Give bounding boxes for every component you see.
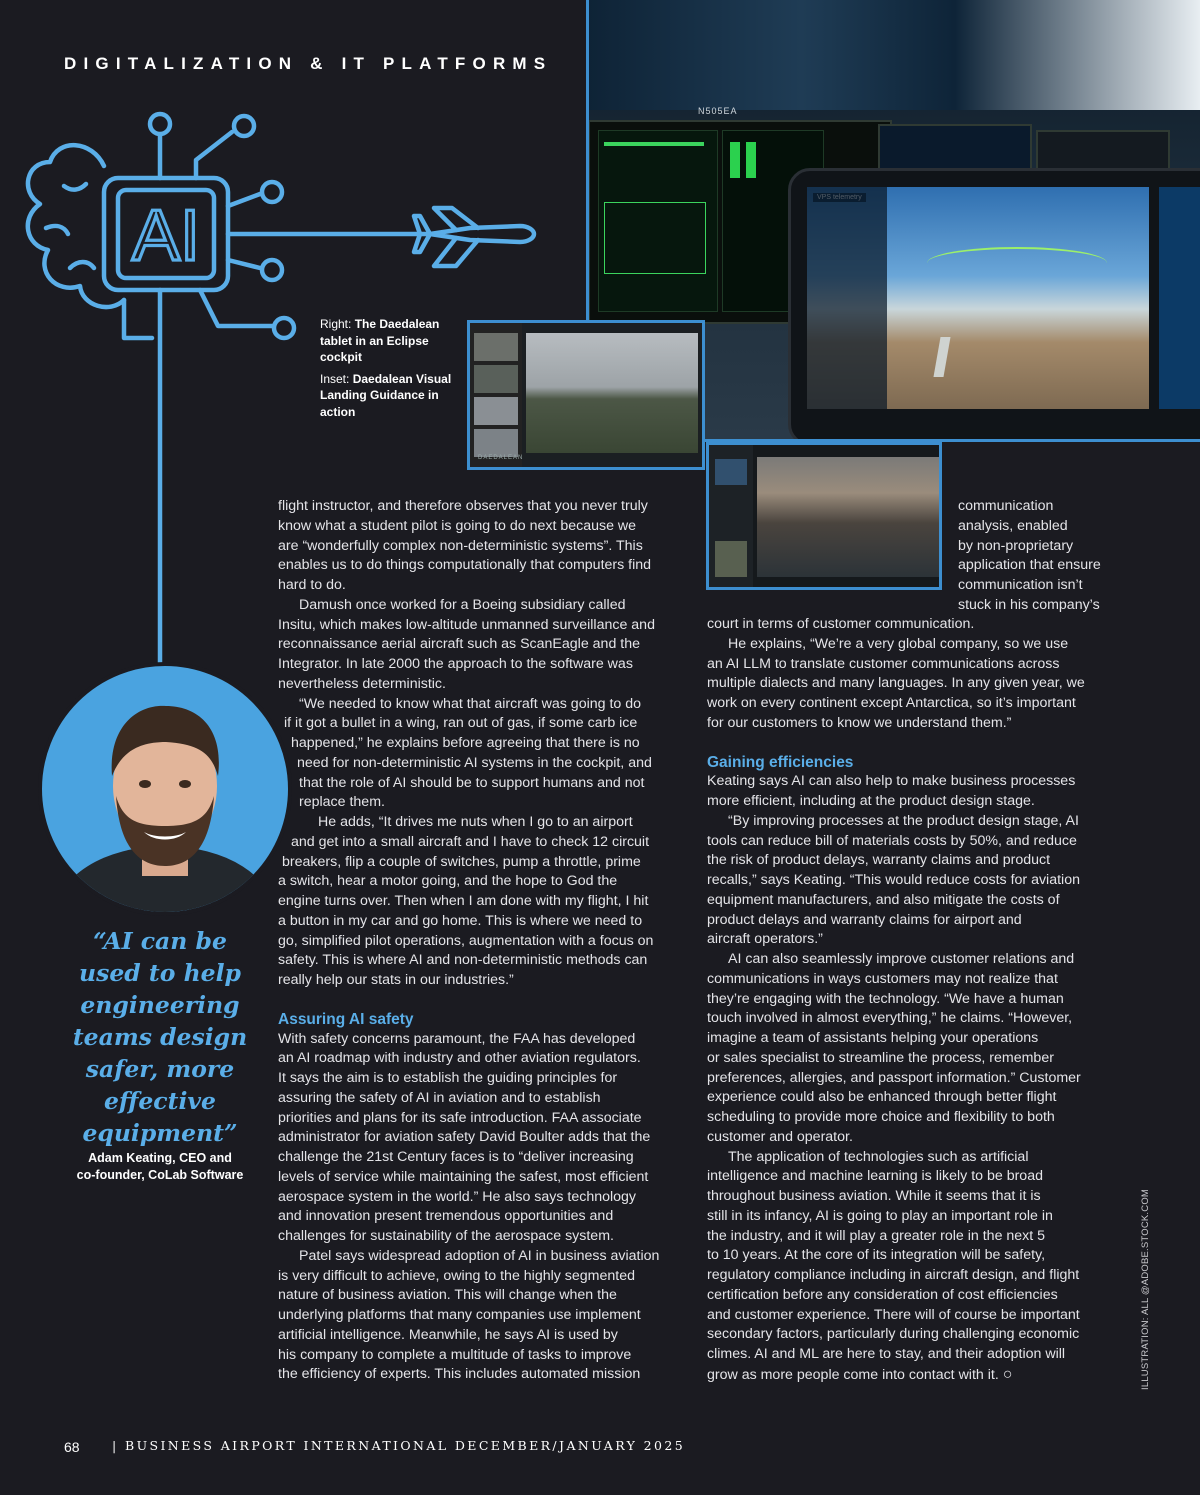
text-line: reconnaissance aerial aircraft such as ScanEagle and the bbox=[278, 636, 640, 653]
text-line: communication isn’t bbox=[958, 577, 1083, 593]
text-line: are “wonderfully complex non-deterministic systems”. This bbox=[278, 537, 643, 554]
text-line: He adds, “It drives me nuts when I go to an airport bbox=[318, 814, 633, 830]
body-column-2-top bbox=[958, 497, 1128, 616]
text-line: and innovation present tremendous opportunities and bbox=[278, 1208, 614, 1225]
daedalean-tablet bbox=[788, 168, 1200, 440]
quote-attribution: Adam Keating, CEO and co-founder, CoLab Software bbox=[76, 1151, 244, 1182]
windshield-glare bbox=[588, 0, 1200, 110]
text-line: a switch, hear a motor going, and the hope to God the bbox=[278, 873, 618, 890]
inset-landing-guidance-1 bbox=[467, 320, 705, 470]
text-line: communications in ways customers may not realize that bbox=[707, 970, 1058, 987]
text-line: his company to complete a multitude of tasks to improve bbox=[278, 1346, 632, 1363]
text-line: administrator for aviation safety David Boulter adds that the bbox=[278, 1129, 651, 1146]
text-line: engine turns over. Then when I am done with my flight, I hit bbox=[278, 893, 649, 909]
text-line: hard to do. bbox=[278, 577, 346, 593]
text-line: flight instructor, and therefore observes that you never truly bbox=[278, 498, 648, 514]
body-column-2 bbox=[707, 615, 1117, 1386]
text-line: or sales specialist to streamline the process, remember bbox=[707, 1049, 1054, 1066]
image-credit: ILLUSTRATION: ALL @ADOBE.STOCK.COM bbox=[1140, 1188, 1151, 1390]
text-line: “By improving processes at the product design stage, AI bbox=[728, 812, 1079, 829]
text-line: happened,” he explains before agreeing that there is no bbox=[291, 735, 640, 751]
text-line: It says the aim is to establish the guiding principles for bbox=[278, 1070, 618, 1086]
text-line: AI can also seamlessly improve customer relations and bbox=[728, 951, 1075, 967]
text-line: an AI roadmap with industry and other aviation regulators. bbox=[278, 1050, 641, 1067]
text-line: touch involved in almost everything,” he claims. “However, bbox=[707, 1010, 1073, 1027]
text-line: breakers, flip a couple of switches, pump a throttle, prime bbox=[282, 853, 641, 870]
text-line: and customer experience. There will of course be important bbox=[707, 1306, 1080, 1323]
text-line: imagine a team of assistants helping your operations bbox=[707, 1030, 1039, 1046]
text-line: secondary factors, particularly during challenging economic bbox=[707, 1326, 1080, 1343]
text-line: He explains, “We’re a very global company, so we use bbox=[728, 635, 1069, 652]
portrait-adam-keating bbox=[38, 662, 292, 916]
inset-landing-guidance-2 bbox=[706, 442, 942, 590]
text-line: throughout business aviation. While it seems that it is bbox=[707, 1188, 1041, 1204]
text-line: aircraft operators.” bbox=[707, 931, 823, 948]
text-line-last: grow as more people come into contact with it. ○ bbox=[707, 1365, 1013, 1383]
text-line: “We needed to know what that aircraft was going to do bbox=[299, 695, 642, 712]
text-line: climes. AI and ML are here to stay, and their adoption will bbox=[707, 1346, 1066, 1362]
section-header: DIGITALIZATION & IT PLATFORMS bbox=[64, 54, 553, 73]
text-line: priorities and plans for its safe introduction. FAA associate bbox=[278, 1109, 642, 1126]
text-line: know what a student pilot is going to do next because we bbox=[278, 517, 637, 534]
photo-caption: Right: The Daedalean tablet in an Eclipse cockpit Inset: Daedalean Visual Landing Guidance in action bbox=[320, 317, 452, 419]
text-line: go, simplified pilot operations, augmentation with a focus on bbox=[278, 932, 654, 949]
text-line: enables us to do things computationally that computers find bbox=[278, 557, 652, 574]
text-line: challenge the 21st Century faces is to “deliver increasing bbox=[278, 1149, 634, 1165]
text-line: application that ensure bbox=[958, 557, 1101, 574]
text-line: equipment manufacturers, and also mitigate the costs of bbox=[707, 891, 1060, 908]
text-line: a button in my car and go home. This is where we need to bbox=[278, 912, 643, 929]
tablet-display bbox=[807, 187, 1149, 409]
text-line: Keating says AI can also help to make business processes bbox=[707, 773, 1076, 790]
text-line: With safety concerns paramount, the FAA has developed bbox=[278, 1030, 636, 1047]
text-line: artificial intelligence. Meanwhile, he says AI is used by bbox=[278, 1326, 618, 1343]
text-line: nature of business aviation. This will change when the bbox=[278, 1287, 617, 1304]
text-line: need for non-deterministic AI systems in the cockpit, and bbox=[297, 754, 652, 771]
tail-number-label: N505EA bbox=[698, 106, 738, 116]
text-line: Patel says widespread adoption of AI in business aviation bbox=[299, 1247, 660, 1264]
text-line: by non-proprietary bbox=[958, 537, 1074, 554]
text-line: communication bbox=[958, 498, 1054, 514]
text-line: for our customers to know we understand them.” bbox=[707, 714, 1012, 731]
text-line: The application of technologies such as artificial bbox=[728, 1148, 1029, 1165]
text-line: aerospace system in the world.” He also says technology bbox=[278, 1188, 637, 1205]
text-line: the risk of product delays, warranty claims and product bbox=[707, 852, 1051, 869]
publication-footer: | BUSINESS AIRPORT INTERNATIONAL DECEMBER/JANUARY 2025 bbox=[112, 1438, 686, 1453]
text-line: that the role of AI should be to support humans and not bbox=[299, 774, 645, 791]
text-line: Insitu, which makes low-altitude unmanned surveillance and bbox=[278, 616, 655, 633]
text-line: underlying platforms that many companies use implement bbox=[278, 1307, 641, 1323]
text-line: customer and operator. bbox=[707, 1128, 853, 1145]
text-line: regulatory compliance including in aircraft design, and flight bbox=[707, 1267, 1080, 1283]
subhead-gaining-efficiencies: Gaining efficiencies bbox=[707, 753, 854, 771]
text-line: is very difficult to achieve, owing to the highly segmented bbox=[278, 1267, 635, 1284]
text-line: and get into a small aircraft and I have to check 12 circuit bbox=[291, 833, 650, 850]
body-column-1 bbox=[278, 497, 688, 1385]
text-line: the efficiency of experts. This includes automated mission bbox=[278, 1366, 641, 1383]
text-line: Damush once worked for a Boeing subsidiary called bbox=[299, 596, 626, 613]
text-line: tools can reduce bill of materials costs by 50%, and reduce bbox=[707, 832, 1077, 849]
text-line: experience could also be enhanced through better flight bbox=[707, 1089, 1057, 1106]
text-line: nevertheless deterministic. bbox=[278, 675, 446, 692]
text-line: challenges for sustainability of the aerospace system. bbox=[278, 1228, 614, 1244]
text-line: multiple dialects and many languages. In any given year, we bbox=[707, 675, 1085, 692]
subhead-assuring-ai-safety: Assuring AI safety bbox=[278, 1010, 414, 1028]
text-line: really help our stats in our industries.” bbox=[278, 972, 514, 988]
text-line: analysis, enabled bbox=[958, 517, 1068, 534]
text-line: work on every continent except Antarctica, so it’s important bbox=[707, 695, 1076, 711]
tablet-sidebar bbox=[1159, 187, 1200, 409]
text-line: levels of service while maintaining the safest, most efficient bbox=[278, 1168, 649, 1185]
text-line: an AI LLM to translate customer communications across bbox=[707, 655, 1060, 672]
ai-chip-label: AI bbox=[131, 196, 201, 276]
text-line: to 10 years. At the core of its integration will be safety, bbox=[707, 1247, 1046, 1264]
text-line: if it got a bullet in a wing, ran out of gas, if some carb ice bbox=[284, 715, 638, 732]
text-line: intelligence and machine learning is likely to be broad bbox=[707, 1168, 1043, 1185]
text-line: more efficient, including at the product design stage. bbox=[707, 793, 1035, 809]
end-mark: ○ bbox=[1002, 1365, 1013, 1383]
text-line: product delays and warranty claims for airport and bbox=[707, 911, 1022, 928]
text-line: preferences, allergies, and passport information.” Customer bbox=[707, 1069, 1081, 1086]
text-line: certification before any consideration of cost efficiencies bbox=[707, 1286, 1058, 1303]
text-line: assuring the safety of AI in aviation and to establish bbox=[278, 1089, 601, 1106]
text-line: the industry, and it will play a greater role in the next 5 bbox=[707, 1227, 1046, 1244]
text-line: scheduling to provide more choice and flexibility to both bbox=[707, 1109, 1055, 1125]
text-line: stuck in his company’s bbox=[958, 596, 1100, 613]
inset-brand-label: DAEDALEAN bbox=[478, 455, 524, 461]
page-number: 68 bbox=[64, 1439, 80, 1455]
text-line: safety. This is where AI and non-deterministic methods can bbox=[278, 952, 648, 969]
pull-quote: “AI can be used to help engineering teams design safer, more effective equipment” bbox=[72, 927, 248, 1147]
text-line: replace them. bbox=[299, 794, 385, 811]
text-line: they’re engaging with the technology. “We have a human bbox=[707, 990, 1064, 1007]
text-line: court in terms of customer communication. bbox=[707, 616, 975, 632]
text-line: recalls,” says Keating. “This would reduce costs for aviation bbox=[707, 872, 1080, 888]
text-line: Integrator. In late 2000 the approach to the software was bbox=[278, 656, 633, 672]
text-line: still in its infancy, AI is going to play an important role in bbox=[707, 1207, 1053, 1224]
